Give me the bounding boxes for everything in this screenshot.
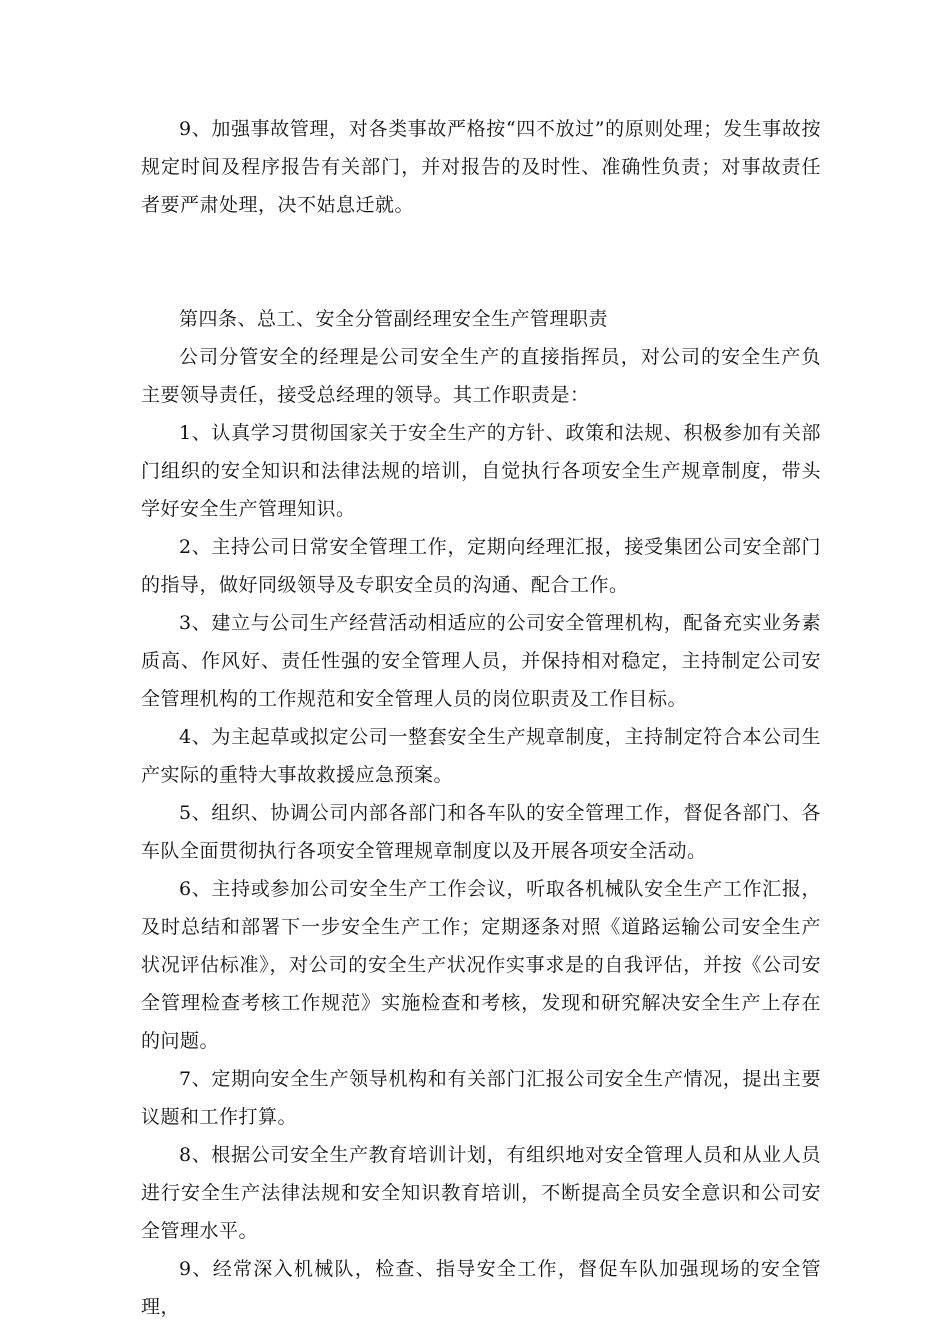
list-item: 4、为主起草或拟定公司一整套安全生产规章制度，主持制定符合本公司生产实际的重特大事故救援应急预案。 (141, 726, 821, 786)
list-item: 6、主持或参加公司安全生产工作会议，听取各机械队安全生产工作汇报，及时总结和部署下一步安全生产工作；定期逐条对照《道路运输公司安全生产状况评估标准》，对公司的安全生产状况作实事求是的自我评估，并按《公司安全管理检查考核工作规范》实施检查和考核，发现和研究解决安全生产上存在的问题。 (141, 878, 821, 1052)
intro-paragraph: 公司分管安全的经理是公司安全生产的直接指挥员，对公司的安全生产负主要领导责任，接受总经理的领导。其工作职责是： (141, 346, 821, 406)
list-item: 8、根据公司安全生产教育培训计划，有组织地对安全管理人员和从业人员进行安全生产法律法规和安全知识教育培训，不断提高全员安全意识和公司安全管理水平。 (141, 1144, 821, 1242)
list-item: 2、主持公司日常安全管理工作，定期向经理汇报，接受集团公司安全部门的指导，做好同级领导及专职安全员的沟通、配合工作。 (141, 536, 821, 596)
list-item: 1、认真学习贯彻国家关于安全生产的方针、政策和法规、积极参加有关部门组织的安全知识和法律法规的培训，自觉执行各项安全生产规章制度，带头学好安全生产管理知识。 (141, 422, 821, 520)
section-heading: 第四条、总工、安全分管副经理安全生产管理职责 (179, 308, 609, 330)
blank-spacer (141, 224, 821, 300)
document-body (141, 110, 821, 1326)
top-paragraph: 9、加强事故管理，对各类事故严格按“四不放过”的原则处理；发生事故按规定时间及程序报告有关部门，并对报告的及时性、准确性负责；对事故责任者要严肃处理，决不姑息迁就。 (141, 118, 821, 216)
list-item: 3、建立与公司生产经营活动相适应的公司安全管理机构，配备充实业务素质高、作风好、责任性强的安全管理人员，并保持相对稳定，主持制定公司安全管理机构的工作规范和安全管理人员的岗位职责及工作目标。 (141, 612, 821, 710)
list-item: 9、经常深入机械队，检查、指导安全工作，督促车队加强现场的安全管理， (141, 1258, 821, 1318)
list-item: 7、定期向安全生产领导机构和有关部门汇报公司安全生产情况，提出主要议题和工作打算。 (141, 1068, 821, 1128)
list-item: 5、组织、协调公司内部各部门和各车队的安全管理工作，督促各部门、各车队全面贯彻执行各项安全管理规章制度以及开展各项安全活动。 (141, 802, 821, 862)
